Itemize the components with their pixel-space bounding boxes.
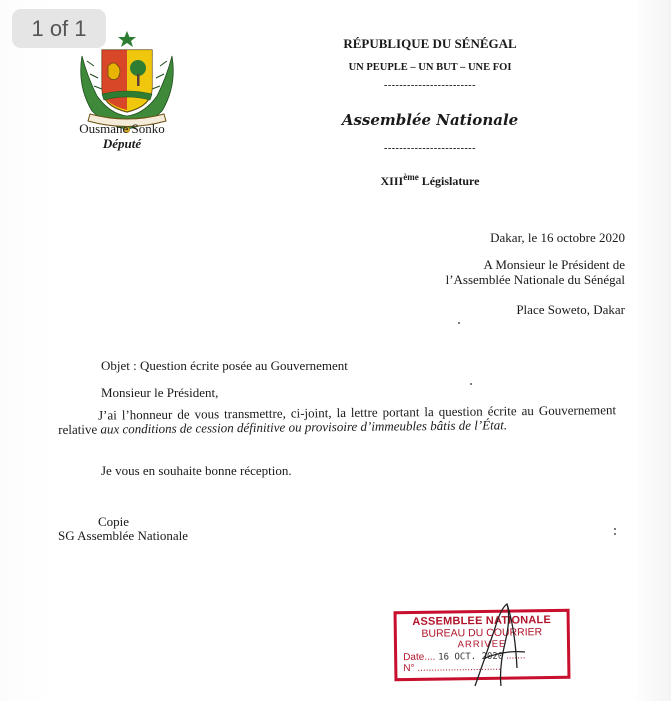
letter-salutation: Monsieur le Président, bbox=[101, 385, 219, 400]
stamp-number-row: N° .............................. bbox=[403, 661, 501, 675]
recipient-address bbox=[446, 257, 625, 287]
paragraph-italic-text: aux conditions de cession définitive ou provisoire d’immeubles bâtis de l’État. bbox=[100, 417, 508, 437]
letter-paragraph bbox=[58, 403, 616, 437]
stamp-number-label: N° bbox=[403, 662, 415, 675]
recipient-line-1: A Monsieur le Président de bbox=[483, 257, 625, 272]
legislature-superscript: ème bbox=[403, 172, 419, 182]
senegal-coat-of-arms-emblem bbox=[72, 26, 182, 136]
handwritten-signature bbox=[455, 598, 545, 690]
speck bbox=[470, 383, 472, 385]
stamp-date-value: 16 OCT. 2020 bbox=[438, 651, 504, 663]
stamp-line-1: ASSEMBLEE NATIONALE bbox=[412, 614, 552, 628]
legislature-number: XIII bbox=[380, 174, 404, 188]
stamp-line-3: ARRIVEE bbox=[457, 638, 507, 651]
speck bbox=[614, 528, 616, 530]
letter-date: Dakar, le 16 octobre 2020 bbox=[490, 230, 625, 245]
recipient-line-2: l’Assemblée Nationale du Sénégal bbox=[445, 272, 625, 287]
legislature-label: Législature bbox=[418, 174, 480, 188]
paragraph-text: J’ai l’honneur de vous transmettre, ci-joint, la lettre portant la question écrite au Gouvernement relative bbox=[58, 402, 617, 437]
author-role: Député bbox=[102, 136, 142, 151]
speck bbox=[458, 322, 460, 324]
page-counter-badge: 1 of 1 bbox=[12, 9, 106, 48]
stamp-date-label: Date bbox=[403, 651, 425, 664]
letter-closing: Je vous en souhaite bonne réception. bbox=[101, 463, 292, 478]
author-block bbox=[62, 121, 182, 151]
letter-subject: Objet : Question écrite posée au Gouvernement bbox=[101, 358, 348, 373]
header-separator-top: ------------------------ bbox=[384, 80, 476, 91]
national-motto: UN PEUPLE – UN BUT – UNE FOI bbox=[348, 62, 512, 73]
recipient-place: Place Soweto, Dakar bbox=[516, 302, 625, 317]
country-heading: RÉPUBLIQUE DU SÉNÉGAL bbox=[343, 36, 517, 51]
stamp-date-row: Date.... 16 OCT. 2020 ....... bbox=[403, 650, 526, 664]
author-name: Ousmane Sonko bbox=[79, 121, 165, 136]
legislature-heading bbox=[320, 172, 540, 189]
copy-label: Copie bbox=[98, 514, 130, 529]
speck bbox=[614, 533, 616, 535]
assembly-heading: Assemblée Nationale bbox=[341, 111, 519, 129]
copy-recipient: SG Assemblée Nationale bbox=[58, 528, 188, 543]
stamp-line-2: BUREAU DU COURRIER bbox=[421, 626, 543, 640]
header-separator-bottom: ------------------------ bbox=[384, 143, 476, 154]
